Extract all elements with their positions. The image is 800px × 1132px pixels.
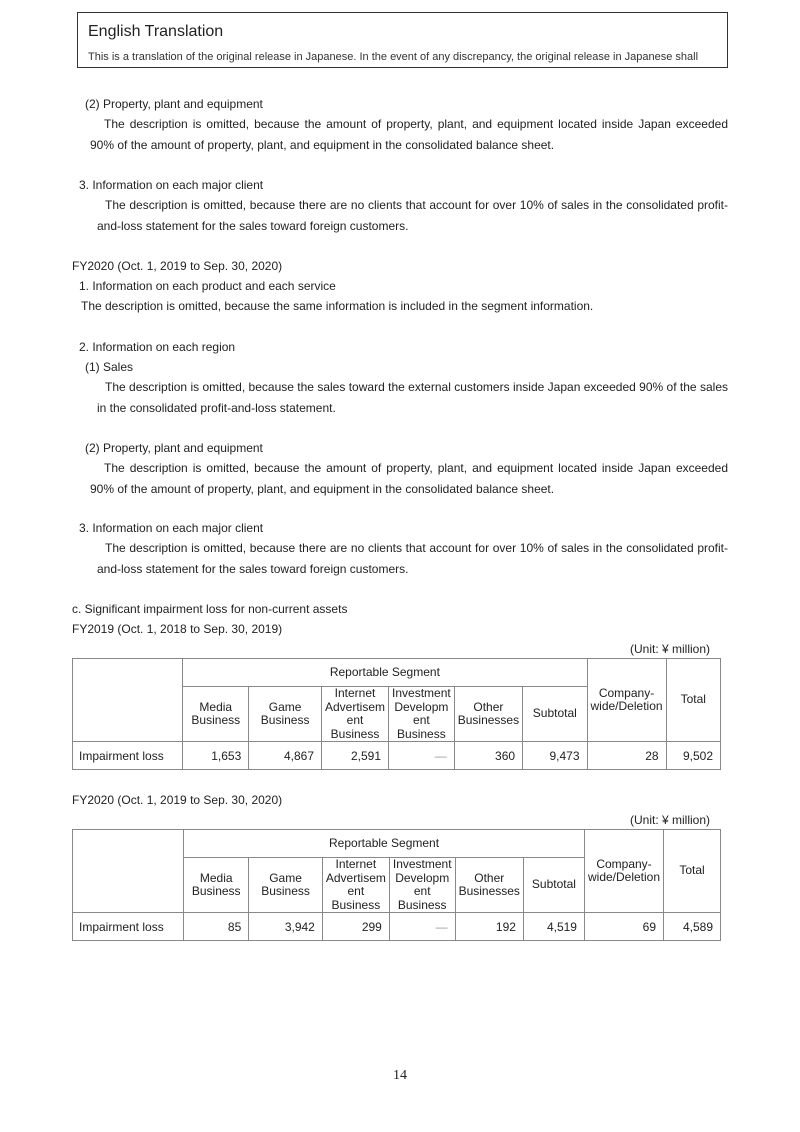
total-header: Total <box>666 659 720 742</box>
investment-value: — <box>389 913 455 941</box>
row-label: Impairment loss <box>73 742 183 770</box>
other-value: 192 <box>455 913 523 941</box>
fy2020-ppe-text: The description is omitted, because the amount of property, plant, and equipment located inside Japan exceeded 90% of the amount of property, plant, and equipment in the consolidated balance sheet. <box>90 461 728 496</box>
fy2020-sales-heading: (1) Sales <box>85 360 134 374</box>
other-header: Other Businesses <box>454 687 522 742</box>
fy2020-product-text: The description is omitted, because the same information is included in the segment information. <box>81 299 594 313</box>
fy2020-region-heading: 2. Information on each region <box>79 340 236 354</box>
fy2020-ppe-heading: (2) Property, plant and equipment <box>85 441 263 455</box>
other-value: 360 <box>454 742 522 770</box>
reportable-segment-header: Reportable Segment <box>184 830 585 858</box>
fy2020-sales-text: The description is omitted, because the sales toward the external customers inside Japan exceeded 90% of the sales in the consolidated profit-and-loss statement. <box>97 380 728 415</box>
subtotal-value: 4,519 <box>523 913 584 941</box>
other-header: Other Businesses <box>455 858 523 913</box>
company-wide-header: Company- wide/Deletion <box>587 659 666 742</box>
table-row <box>73 913 721 941</box>
impairment-table-fy2020 <box>72 829 721 941</box>
banner-title: English Translation <box>88 23 224 40</box>
fy2019-client-heading: 3. Information on each major client <box>79 178 264 192</box>
subtotal-header: Subtotal <box>523 858 584 913</box>
total-value: 4,589 <box>664 913 721 941</box>
investment-header: Investment Developm ent Business <box>389 858 455 913</box>
company-wide-value: 69 <box>584 913 663 941</box>
page-number: 14 <box>393 1068 407 1083</box>
fy2020-client-heading: 3. Information on each major client <box>79 521 264 535</box>
corner-cell <box>73 830 184 913</box>
internet-value: 2,591 <box>322 742 389 770</box>
investment-header: Investment Developm ent Business <box>389 687 455 742</box>
subtotal-header: Subtotal <box>523 687 587 742</box>
subtotal-value: 9,473 <box>523 742 587 770</box>
table2-period: FY2020 (Oct. 1, 2019 to Sep. 30, 2020) <box>72 793 283 807</box>
game-value: 4,867 <box>249 742 322 770</box>
fy2019-ppe-heading: (2) Property, plant and equipment <box>85 97 263 111</box>
total-value: 9,502 <box>666 742 720 770</box>
internet-header: Internet Advertisem ent Business <box>322 858 389 913</box>
table-row <box>73 742 721 770</box>
media-header: Media Business <box>183 687 249 742</box>
row-label: Impairment loss <box>73 913 184 941</box>
internet-value: 299 <box>322 913 389 941</box>
impairment-table-fy2019 <box>72 658 721 770</box>
total-header: Total <box>664 830 721 913</box>
investment-value: — <box>389 742 455 770</box>
game-value: 3,942 <box>249 913 323 941</box>
fy2019-ppe-text: The description is omitted, because the amount of property, plant, and equipment located inside Japan exceeded 90% of the amount of property, plant, and equipment in the consolidated balance sheet. <box>90 117 728 152</box>
fy2019-client-text: The description is omitted, because there are no clients that account for over 10% of sales in the consolidated profit-and-loss statement for the sales toward foreign customers. <box>97 198 728 233</box>
impairment-heading: c. Significant impairment loss for non-current assets <box>72 602 348 616</box>
game-header: Game Business <box>249 858 323 913</box>
corner-cell <box>73 659 183 742</box>
game-header: Game Business <box>249 687 322 742</box>
fy2020-product-heading: 1. Information on each product and each service <box>79 279 336 293</box>
internet-header: Internet Advertisem ent Business <box>322 687 389 742</box>
fy2020-client-text: The description is omitted, because there are no clients that account for over 10% of sales in the consolidated profit-and-loss statement for the sales toward foreign customers. <box>97 541 728 576</box>
table1-period: FY2019 (Oct. 1, 2018 to Sep. 30, 2019) <box>72 622 283 636</box>
media-value: 1,653 <box>183 742 249 770</box>
company-wide-value: 28 <box>587 742 666 770</box>
fy2020-period: FY2020 (Oct. 1, 2019 to Sep. 30, 2020) <box>72 259 283 273</box>
media-header: Media Business <box>184 858 249 913</box>
company-wide-header: Company- wide/Deletion <box>584 830 663 913</box>
translation-banner <box>77 12 728 68</box>
reportable-segment-header: Reportable Segment <box>183 659 587 687</box>
banner-note: This is a translation of the original release in Japanese. In the event of any discrepancy, the original release in Japanese shall <box>88 51 699 63</box>
table2-unit: (Unit: ¥ million) <box>629 813 710 827</box>
media-value: 85 <box>184 913 249 941</box>
table1-unit: (Unit: ¥ million) <box>629 642 710 656</box>
